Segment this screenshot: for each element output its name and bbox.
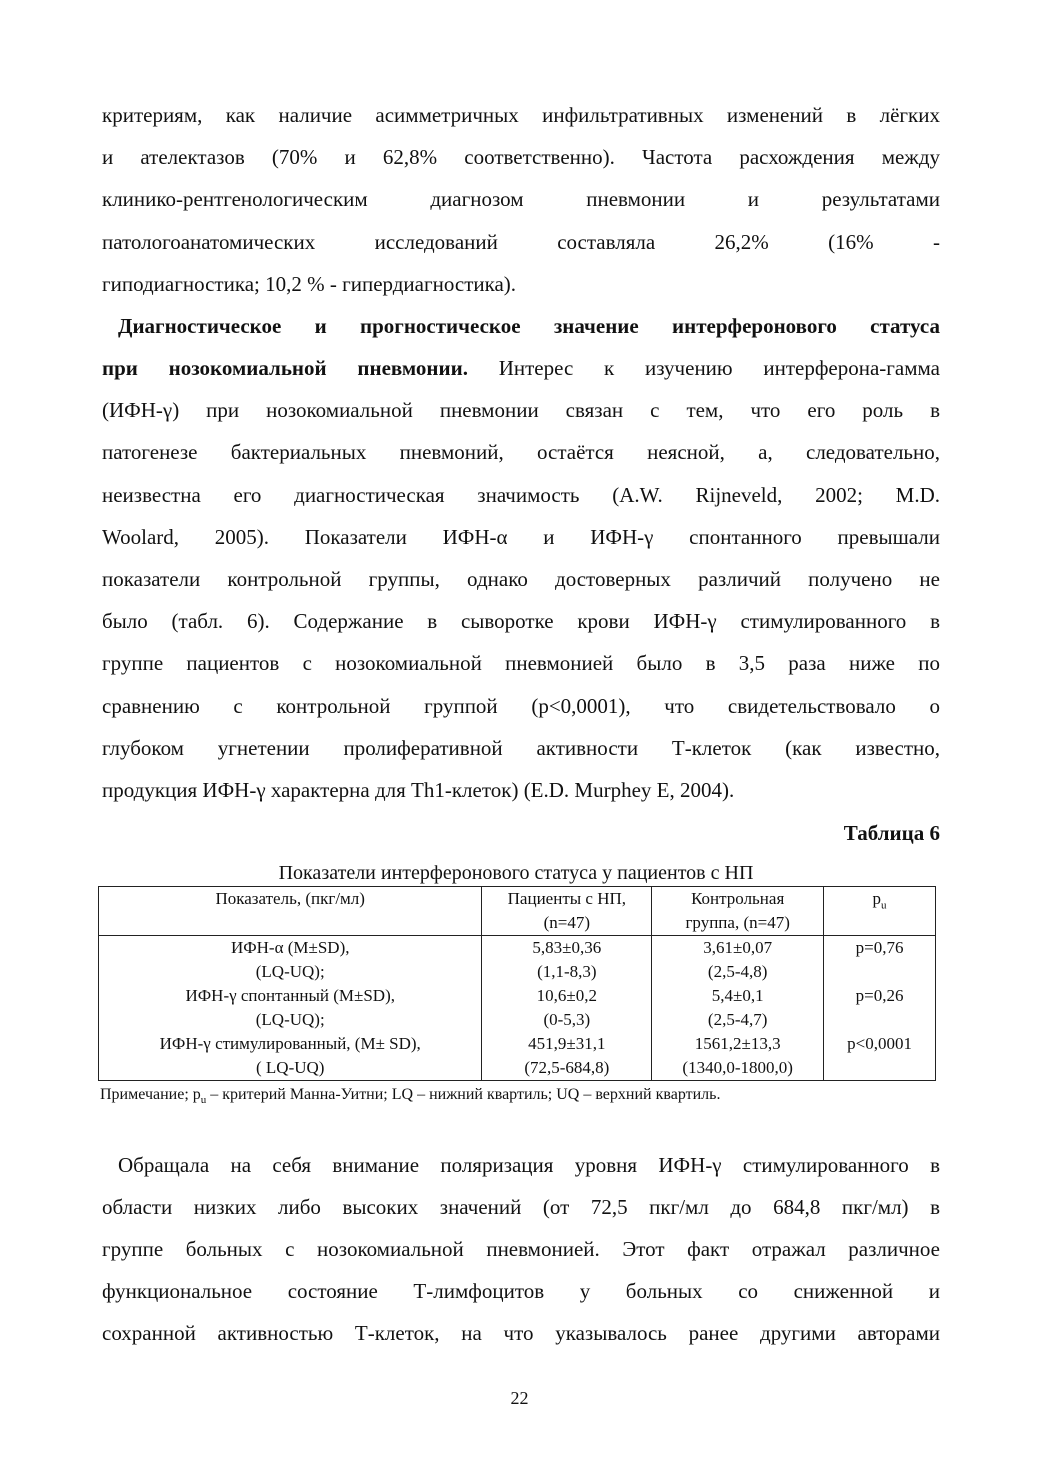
header-cell <box>652 887 824 936</box>
text-line: группе пациентов с нозокомиальной пневмонией было в 3,5 раза ниже по <box>102 651 940 675</box>
text-line: критериям, как наличие асимметричных инфильтративных изменений в лёгких <box>102 103 940 127</box>
cell-text: 5,4±0,1 <box>711 986 764 1005</box>
note-subscript: u <box>200 1094 207 1107</box>
table-body-row <box>99 936 936 1081</box>
cell-text: p=0,76 <box>855 938 904 957</box>
note-text: – критерий Манна-Уитни; LQ – нижний квартиль; UQ – верхний квартиль. <box>206 1086 721 1103</box>
table-note <box>100 1084 720 1111</box>
cell-text: ИФН-γ стимулированный, (M± SD), <box>159 1034 421 1053</box>
cell-text: (LQ-UQ); <box>255 1010 325 1029</box>
cell-text: ИФН-γ спонтанный (M±SD), <box>185 986 395 1005</box>
table-header-row <box>99 887 936 936</box>
pvalue-cell <box>824 936 936 1081</box>
cell-text: 5,83±0,36 <box>532 938 602 957</box>
cell-text: (0-5,3) <box>543 1010 591 1029</box>
text-line <box>102 355 940 381</box>
cell-text: 451,9±31,1 <box>528 1034 606 1053</box>
text-line: было (табл. 6). Содержание в сыворотке крови ИФН-γ стимулированного в <box>102 609 940 633</box>
text-line: группе больных с нозокомиальной пневмонией. Этот факт отражал различное <box>102 1237 940 1261</box>
header-cell <box>482 887 652 936</box>
text-line: (ИФН-γ) при нозокомиальной пневмонии связан с тем, что его роль в <box>102 398 940 422</box>
header-cell <box>99 887 482 936</box>
header-text: группа, (n=47) <box>685 913 790 932</box>
cell-text: 1561,2±13,3 <box>694 1034 781 1053</box>
table-label: Таблица 6 <box>843 821 940 845</box>
text-line: продукция ИФН-γ характерна для Th1-клеток) (E.D. Murphey E, 2004). <box>102 778 735 802</box>
cell-text: p=0,26 <box>855 986 904 1005</box>
header-text: Показатель, (пкг/мл) <box>215 889 365 908</box>
cell-text: (1,1-8,3) <box>537 962 597 981</box>
text-line: и ателектазов (70% и 62,8% соответственно). Частота расхождения между <box>102 145 940 169</box>
indicator-cell <box>99 936 482 1081</box>
control-cell <box>652 936 824 1081</box>
text-line: гиподиагностика; 10,2 % - гипердиагностика). <box>102 272 517 296</box>
section-heading-end: при нозокомиальной пневмонии. <box>102 356 468 380</box>
header-cell <box>824 887 936 936</box>
cell-text: (LQ-UQ); <box>255 962 325 981</box>
text-line: глубоком угнетении пролиферативной активности Т-клеток (как известно, <box>102 736 940 760</box>
page-number: 22 <box>510 1388 529 1408</box>
text-line: функциональное состояние Т-лимфоцитов у больных со сниженной и <box>102 1279 940 1303</box>
cell-text: (1340,0-1800,0) <box>682 1058 793 1077</box>
text-line: патологоанатомических исследований составляла 26,2% (16% - <box>102 230 940 254</box>
note-text: Примечание; p <box>100 1086 201 1103</box>
text-line: Обращала на себя внимание поляризация уровня ИФН-γ стимулированного в <box>118 1153 940 1177</box>
cell-text: p<0,0001 <box>847 1034 912 1053</box>
cell-text: ИФН-α (M±SD), <box>230 938 350 957</box>
text-line: области низких либо высоких значений (от 72,5 пкг/мл до 684,8 пкг/мл) в <box>102 1195 940 1219</box>
header-text: p <box>872 889 882 908</box>
text-line: сравнению с контрольной группой (p<0,0001), что свидетельствовало о <box>102 694 940 718</box>
cell-text: ( LQ-UQ) <box>256 1058 325 1077</box>
interferon-table <box>98 886 936 1081</box>
header-text: Контрольная <box>691 889 785 908</box>
text-line: патогенезе бактериальных пневмоний, остаётся неясной, а, следовательно, <box>102 440 940 464</box>
header-subscript: u <box>881 899 887 912</box>
cell-text: 10,6±0,2 <box>536 986 598 1005</box>
text-line: показатели контрольной группы, однако достоверных различий получено не <box>102 567 940 591</box>
cell-text: 3,61±0,07 <box>703 938 773 957</box>
header-text: (n=47) <box>543 913 591 932</box>
patients-cell <box>482 936 652 1081</box>
section-heading: Диагностическое и прогностическое значение интерферонового статуса <box>118 314 940 338</box>
cell-text: (72,5-684,8) <box>524 1058 610 1077</box>
header-text: Пациенты с НП, <box>507 889 627 908</box>
cell-text: (2,5-4,7) <box>707 1010 768 1029</box>
text-line: сохранной активностью Т-клеток, на что указывалось ранее другими авторами <box>102 1321 940 1345</box>
text-line: Woolard, 2005). Показатели ИФН-α и ИФН-γ спонтанного превышали <box>102 525 940 549</box>
text-span: Интерес к изучению интерферона-гамма <box>467 356 940 380</box>
table-title: Показатели интерферонового статуса у пациентов с НП <box>278 862 754 884</box>
text-line: неизвестна его диагностическая значимость (A.W. Rijneveld, 2002; M.D. <box>102 483 940 507</box>
text-line: клинико-рентгенологическим диагнозом пневмонии и результатами <box>102 187 940 211</box>
cell-text: (2,5-4,8) <box>707 962 768 981</box>
